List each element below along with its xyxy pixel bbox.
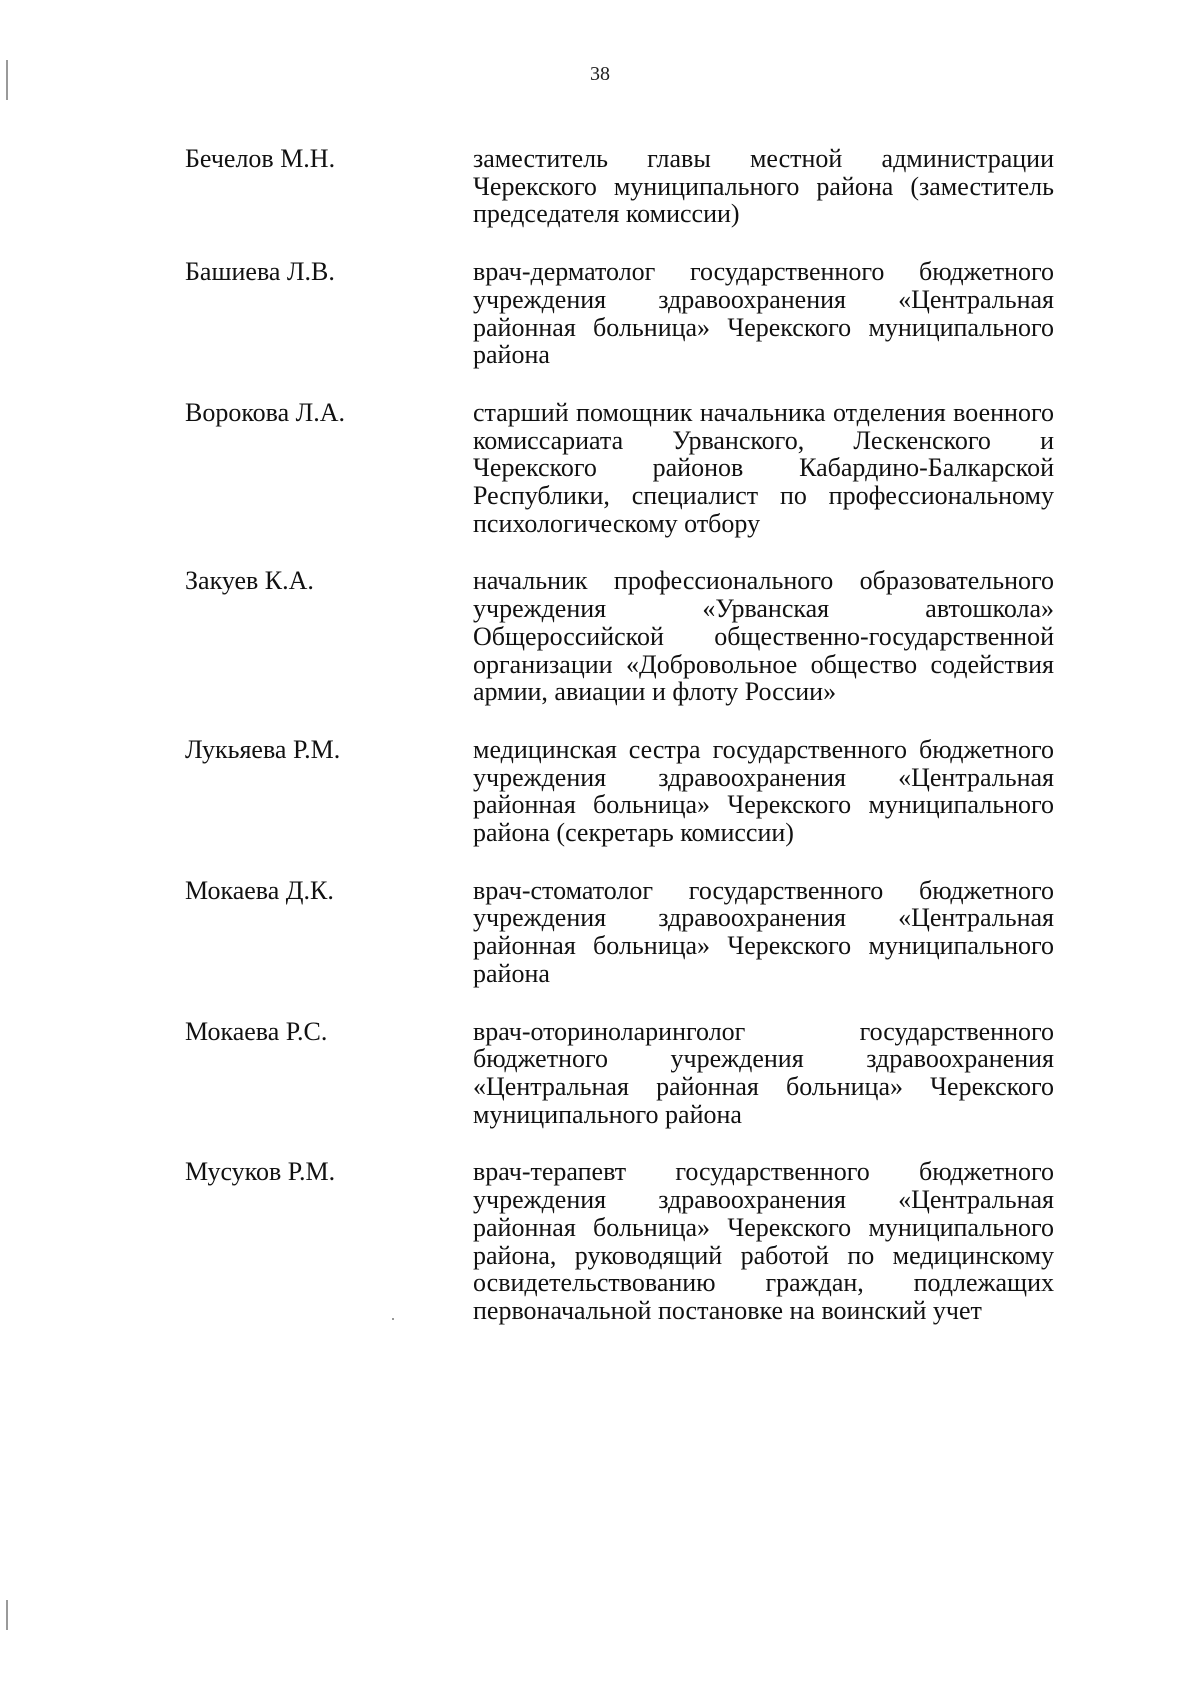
member-row	[0, 145, 1200, 228]
member-name: Ворокова Л.А.	[185, 397, 346, 427]
member-name: Мусуков Р.М.	[185, 1157, 336, 1187]
member-name: Лукьяева Р.М.	[185, 734, 341, 764]
member-name: Мокаева Д.К.	[185, 875, 334, 905]
member-role: врач-оториноларинголог государственного бюджетного учреждения здравоохранения «Центральная районная больница» Черекского муниципального района	[473, 1016, 1054, 1129]
member-role: медицинская сестра государственного бюджетного учреждения здравоохранения «Центральная районная больница» Черекского муниципального района (секретарь комиссии)	[473, 734, 1054, 848]
page-number: 38	[590, 63, 610, 85]
member-row	[0, 258, 1200, 369]
member-name: Бечелов М.Н.	[185, 144, 336, 173]
member-name: Башиева Л.В.	[185, 257, 335, 287]
member-role: заместитель главы местной администрации Черекского муниципального района (заместитель председателя комиссии)	[473, 144, 1054, 229]
member-role: врач-терапевт государственного бюджетного учреждения здравоохранения «Центральная районная больница» Черекского муниципального района, руководящий работой по медицинскому освидетельствованию граждан, подлежащих первоначальной постановке на воинский учет	[473, 1157, 1054, 1325]
commission-member-list	[0, 145, 1200, 1355]
member-name: Закуев К.А.	[185, 566, 314, 596]
scan-edge-mark	[6, 1600, 8, 1630]
member-row	[0, 567, 1200, 706]
member-role: начальник профессионального образовательного учреждения «Урванская автошкола» Общероссийской общественно-государственной организации «Добровольное общество содействия армии, авиации и флоту России»	[473, 566, 1054, 707]
member-row	[0, 736, 1200, 847]
member-role: старший помощник начальника отделения военного комиссариата Урванского, Лескенского и Черекского районов Кабардино-Балкарской Республики, специалист по профессиональному психологическому отбору	[473, 397, 1054, 538]
member-row	[0, 1018, 1200, 1129]
member-role: врач-стоматолог государственного бюджетного учреждения здравоохранения «Центральная районная больница» Черекского муниципального района	[473, 875, 1054, 988]
member-row	[0, 877, 1200, 988]
member-role: врач-дерматолог государственного бюджетного учреждения здравоохранения «Центральная районная больница» Черекского муниципального района	[473, 257, 1054, 370]
member-row	[0, 1158, 1200, 1324]
member-name: Мокаева Р.С.	[185, 1016, 328, 1046]
member-row	[0, 399, 1200, 538]
